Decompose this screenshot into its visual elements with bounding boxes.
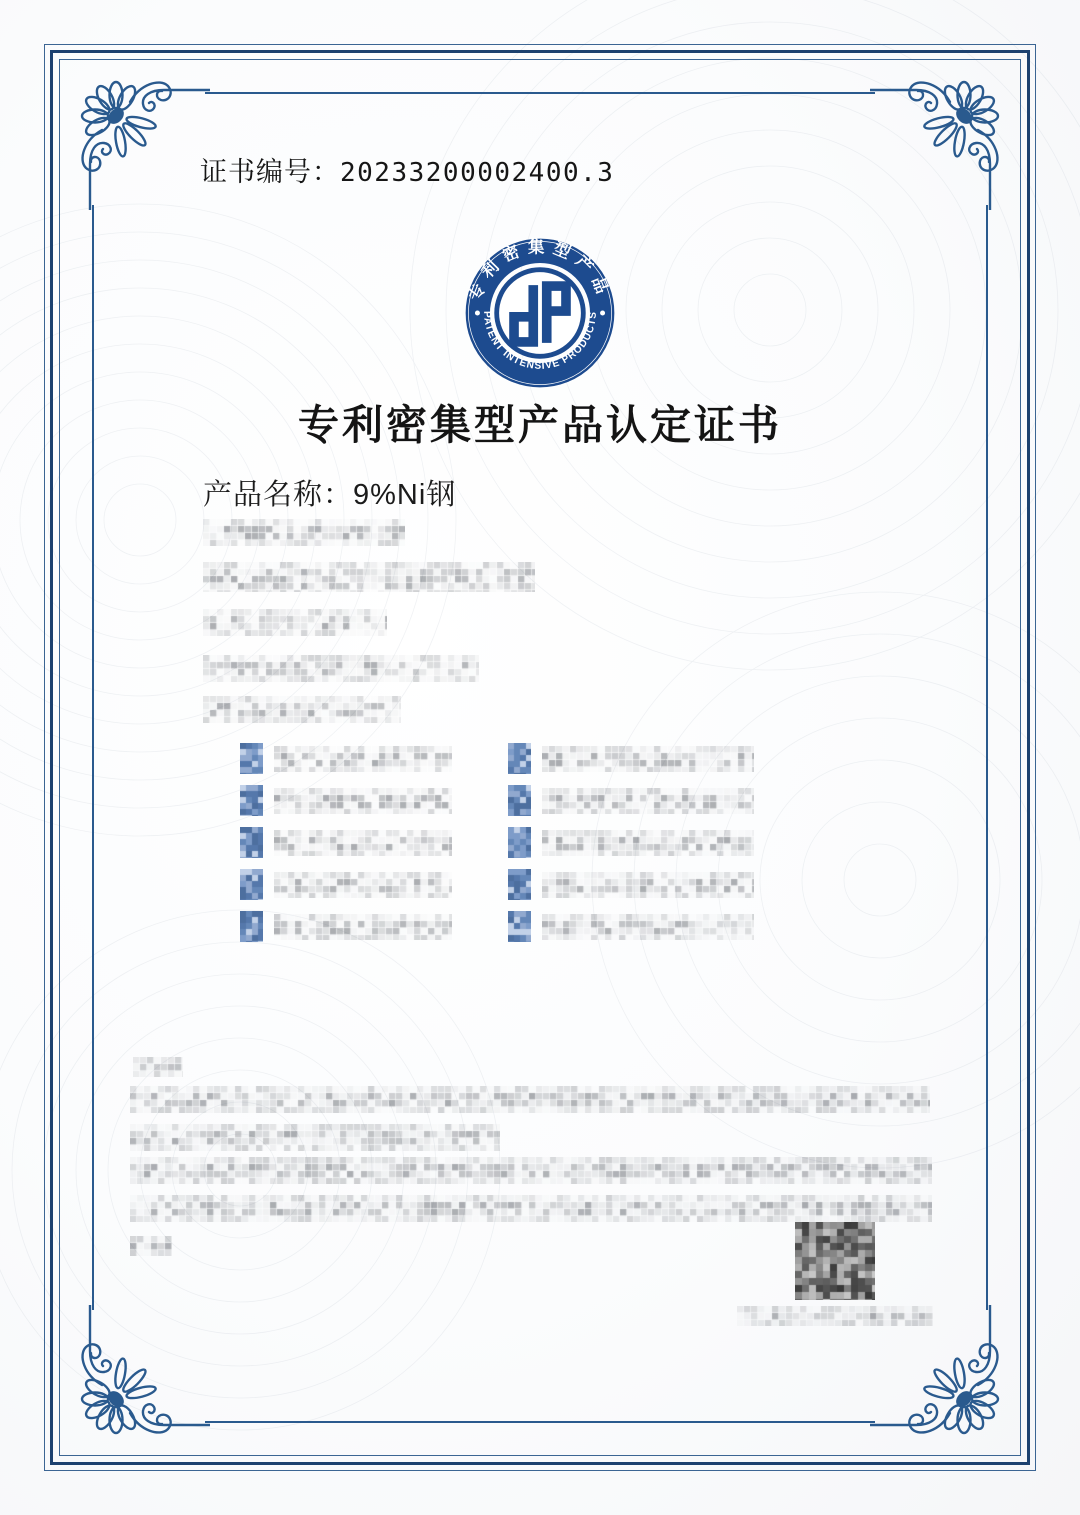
redacted-note-line-5 <box>130 1236 172 1256</box>
patent-doc-icon <box>240 827 263 858</box>
certificate-number-line <box>200 150 614 189</box>
inner-frame-top <box>205 92 875 94</box>
patent-doc-icon <box>508 869 531 900</box>
redacted-note-line-4 <box>130 1195 932 1222</box>
patent-doc-icon <box>508 743 531 774</box>
redacted-patent-number <box>274 830 452 856</box>
patent-doc-icon <box>240 743 263 774</box>
certificate-title: 专利密集型产品认定证书 <box>298 402 782 448</box>
patent-doc-icon <box>240 911 263 942</box>
redacted-patent-number <box>274 788 452 814</box>
redacted-note-line-3 <box>130 1157 932 1184</box>
redacted-qr-caption <box>737 1306 933 1326</box>
certificate-number-label: 证书编号： <box>200 157 340 187</box>
product-name-label: 产品名称： <box>203 479 354 511</box>
redacted-field-line-1 <box>203 519 405 546</box>
patent-intensive-products-seal <box>463 236 617 390</box>
corner-flourish-bottom-right <box>870 1305 1020 1455</box>
seal-arc-text-top: 专利密集型产品 <box>466 238 614 304</box>
redacted-field-line-3 <box>203 609 387 636</box>
patent-doc-icon <box>240 869 263 900</box>
corner-flourish-top-left <box>60 60 210 210</box>
seal-arc-text-bottom: PATENT INTENSIVE PRODUCTS <box>481 310 599 372</box>
corner-flourish-top-right <box>870 60 1020 210</box>
patent-list-item <box>240 743 508 774</box>
redacted-patent-number <box>274 914 452 940</box>
redacted-patent-number <box>274 746 452 772</box>
redacted-patent-number <box>542 914 754 940</box>
inner-frame-right <box>986 205 988 1310</box>
patent-doc-icon <box>240 785 263 816</box>
patent-doc-icon <box>508 785 531 816</box>
patent-list <box>240 743 754 942</box>
inner-frame-left <box>92 205 94 1310</box>
redacted-field-line-5 <box>203 696 401 723</box>
corner-flourish-bottom-left <box>60 1305 210 1455</box>
redacted-field-line-4 <box>203 655 479 682</box>
redacted-patent-number <box>274 872 452 898</box>
redacted-patent-number <box>542 746 754 772</box>
patent-doc-icon <box>508 827 531 858</box>
redacted-field-line-2 <box>203 562 535 592</box>
patent-list-item <box>508 869 754 900</box>
redacted-note-line-2 <box>130 1124 500 1151</box>
product-name-line <box>203 472 456 513</box>
patent-list-item <box>508 743 754 774</box>
seal-side-dot-left <box>475 310 480 315</box>
product-name-value: 9%Ni钢 <box>353 479 457 511</box>
qr-code <box>795 1222 875 1300</box>
redacted-notes-label <box>133 1057 183 1077</box>
patent-list-item <box>508 785 754 816</box>
patent-list-item <box>508 911 754 942</box>
patent-list-item <box>508 827 754 858</box>
patent-list-item <box>240 827 508 858</box>
redacted-note-line-1 <box>130 1086 930 1113</box>
patent-list-item <box>240 911 508 942</box>
patent-doc-icon <box>508 911 531 942</box>
redacted-patent-number <box>542 872 754 898</box>
seal-side-dot-right <box>600 310 605 315</box>
inner-frame-bottom <box>205 1421 875 1423</box>
redacted-patent-number <box>542 788 754 814</box>
patent-list-item <box>240 869 508 900</box>
certificate-number-value: 20233200002400.3 <box>340 158 615 188</box>
redacted-patent-number <box>542 830 754 856</box>
patent-list-item <box>240 785 508 816</box>
